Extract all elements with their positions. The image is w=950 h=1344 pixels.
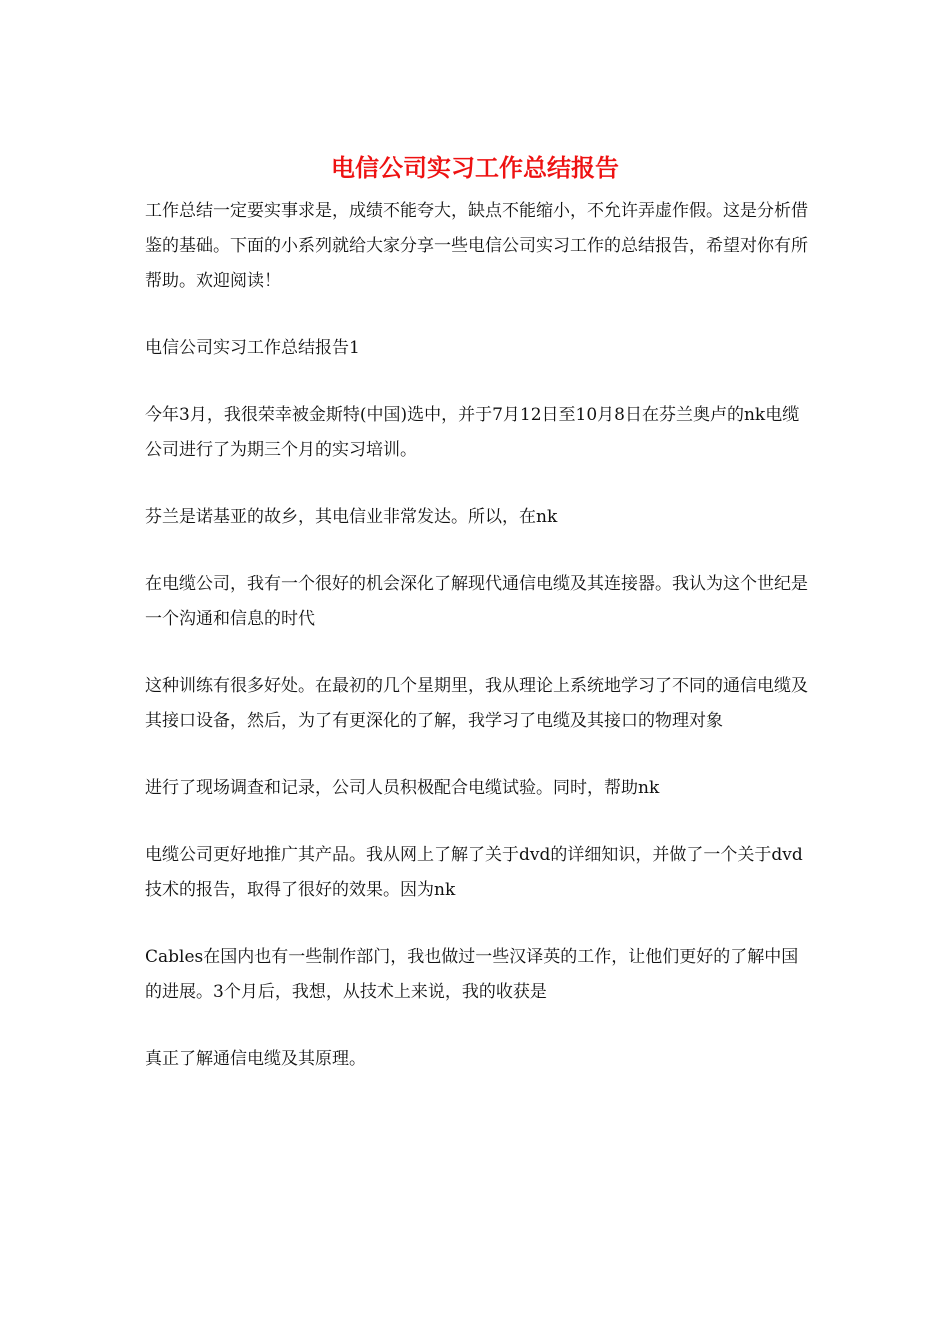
paragraph: 电缆公司更好地推广其产品。我从网上了解了关于dvd的详细知识，并做了一个关于dvd技术的报告，取得了很好的效果。因为nk [145, 845, 803, 900]
paragraph-gap [145, 299, 810, 331]
paragraph-gap [145, 637, 810, 669]
paragraph: 进行了现场调查和记录，公司人员积极配合电缆试验。同时，帮助nk [145, 778, 660, 798]
paragraph: 芬兰是诺基亚的故乡，其电信业非常发达。所以，在nk [145, 507, 558, 527]
paragraph-gap [145, 366, 810, 398]
section-heading: 电信公司实习工作总结报告1 [145, 338, 360, 358]
paragraph: 真正了解通信电缆及其原理。 [145, 1049, 366, 1069]
paragraph-gap [145, 535, 810, 567]
paragraph: Cables在国内也有一些制作部门，我也做过一些汉译英的工作，让他们更好的了解中国的进展。3个月后，我想，从技术上来说，我的收获是 [145, 947, 799, 1002]
document-title: 电信公司实习工作总结报告 [331, 153, 619, 182]
paragraph-gap [145, 908, 810, 940]
paragraph-gap [145, 468, 810, 500]
paragraph-intro: 工作总结一定要实事求是，成绩不能夸大，缺点不能缩小，不允许弄虚作假。这是分析借鉴的基础。下面的小系列就给大家分享一些电信公司实习工作的总结报告，希望对你有所帮助。欢迎阅读！ [145, 201, 808, 291]
paragraph-gap [145, 739, 810, 771]
paragraph-gap [145, 1010, 810, 1042]
paragraph-gap [145, 806, 810, 838]
paragraph: 在电缆公司，我有一个很好的机会深化了解现代通信电缆及其连接器。我认为这个世纪是一个沟通和信息的时代 [145, 574, 808, 629]
paragraph: 今年3月，我很荣幸被金斯特(中国)选中，并于7月12日至10月8日在芬兰奥卢的nk电缆公司进行了为期三个月的实习培训。 [145, 405, 800, 460]
paragraph: 这种训练有很多好处。在最初的几个星期里，我从理论上系统地学习了不同的通信电缆及其接口设备，然后，为了有更深化的了解，我学习了电缆及其接口的物理对象 [145, 676, 808, 731]
document-body [145, 194, 810, 1077]
